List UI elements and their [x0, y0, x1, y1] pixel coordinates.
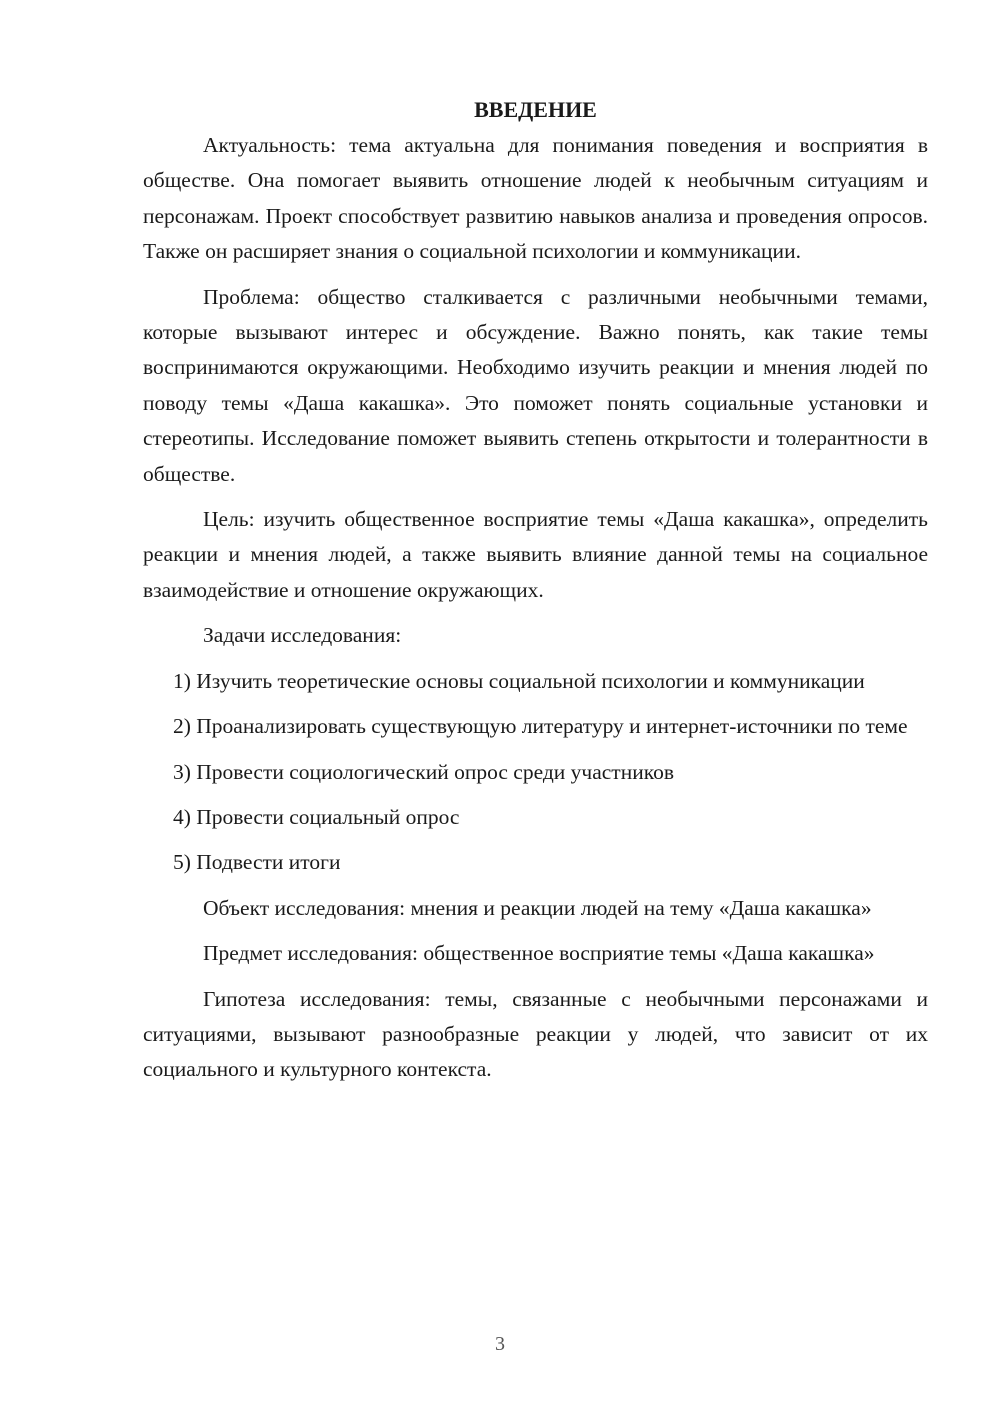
document-heading: ВВЕДЕНИЕ: [474, 97, 597, 122]
task-item-5: 5) Подвести итоги: [173, 850, 341, 875]
task-item-3: 3) Провести социологический опрос среди участников: [173, 759, 674, 784]
paragraph-problem: Проблема: общество сталкивается с различными необычными темами, которые вызывают интерес и обсуждение. Важно понять, как такие темы воспринимаются окружающими. Необходимо изучить реакции и мнения людей по поводу темы «Даша какашка». Это поможет понять социальные установки и стереотипы. Исследование поможет выявить степень открытости и толерантности в обществе.: [143, 284, 928, 486]
task-item-4: 4) Провести социальный опрос: [173, 804, 460, 829]
page-number: 3: [495, 1333, 505, 1355]
task-item-1: 1) Изучить теоретические основы социальной психологии и коммуникации: [173, 668, 865, 693]
paragraph-subject: Предмет исследования: общественное восприятие темы «Даша какашка»: [203, 941, 875, 966]
paragraph-object: Объект исследования: мнения и реакции людей на тему «Даша какашка»: [203, 895, 872, 920]
paragraph-relevance: Актуальность: тема актуальна для понимания поведения и восприятия в обществе. Она помогает выявить отношение людей к необычным ситуациям и персонажам. Проект способствует развитию навыков анализа и проведения опросов. Также он расширяет знания о социальной психологии и коммуникации.: [143, 133, 928, 264]
document-page: [143, 92, 928, 1088]
paragraph-goal: Цель: изучить общественное восприятие темы «Даша какашка», определить реакции и мнения людей, а также выявить влияние данной темы на социальное взаимодействие и отношение окружающих.: [143, 507, 928, 602]
paragraph-hypothesis: Гипотеза исследования: темы, связанные с необычными персонажами и ситуациями, вызывают разнообразные реакции у людей, что зависит от их социального и культурного контекста.: [143, 986, 928, 1082]
tasks-heading: Задачи исследования:: [203, 623, 402, 648]
task-item-2: 2) Проанализировать существующую литературу и интернет-источники по теме: [173, 714, 908, 739]
